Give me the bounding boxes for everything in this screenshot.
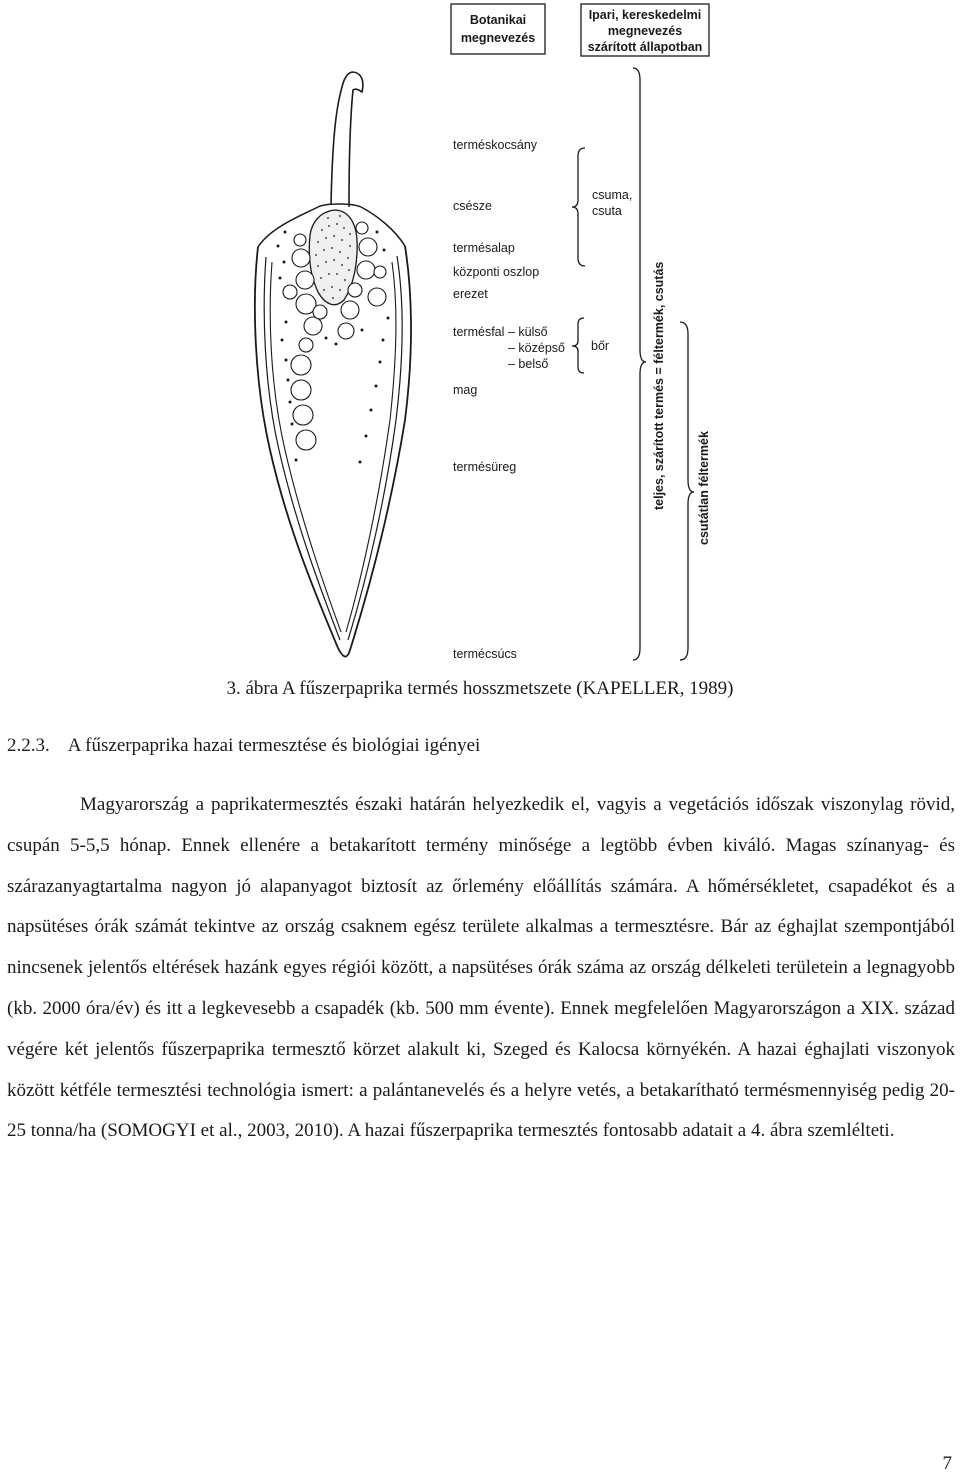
label-csuta: csuta <box>592 204 622 218</box>
label-csutatlan: csutátlan féltermék <box>697 431 711 545</box>
label-termesfal: termésfal <box>453 325 505 339</box>
body-paragraph: Magyarország a paprikatermesztés északi határán helyezkedik el, vagyis a vegetációs időszak viszonylag rövid, csupán 5-5,5 hónap. Ennek ellenére a betakarított termény minősége a legtöbb évben kiváló. Magas színanyag- és szárazanyagtartalma nagyon jó alapanyagot biztosít az őrlemény előállítás számára. A hőmérsékletet, csapadékot és a napsütéses órák számát tekintve az ország csaknem egész területe alkalmas a termesztésre. Bár az éghajlat szempontjából nincsenek jelentős eltérések hazánk egyes régiói között, a napsütéses órák száma az ország délkeleti területein a legnagyobb (kb. 2000 óra/év) és itt a legkevesebb a csapadék (kb. 500 mm évente). Ennek megfelelően Magyarországon a XIX. század végére két jelentős fűszerpaprika termesztő körzet alakult ki, Szeged és Kalocsa környékén. A hazai éghajlati viszonyok között kétféle termesztési technológia ismert: a palántanevelés és a helyre vetés, a betakarítható termésmennyiség pedig 20-25 tonna/ha (SOMOGYI et al., 2003, 2010). A hazai fűszerpaprika termesztés fontosabb adatait a 4. ábra szemlélteti. <box>7 794 955 1142</box>
brace-teljes <box>633 68 646 660</box>
brace-csuma <box>572 148 585 266</box>
page-number: 7 <box>942 1453 952 1474</box>
pepper-cross-section-figure <box>0 0 960 670</box>
brace-csutatlan <box>680 322 694 660</box>
label-csesze: csésze <box>453 199 492 213</box>
label-teljes-szaritott: teljes, szárított termés = féltermék, csutás <box>652 261 666 510</box>
section-number: 2.2.3. <box>7 735 50 756</box>
brace-bor <box>572 318 584 373</box>
label-erezet: erezet <box>453 287 488 301</box>
section-title: A fűszerpaprika hazai termesztése és biológiai igényei <box>67 735 481 756</box>
industrial-box-line-3: szárított állapotban <box>587 40 703 54</box>
section-heading <box>7 733 480 759</box>
botanical-labels <box>453 138 565 661</box>
botanical-box-line-2: megnevezés <box>460 31 536 45</box>
botanical-box-line-1: Botanikai <box>469 13 527 27</box>
label-termesalap: termésalap <box>453 241 515 255</box>
label-bor: bőr <box>591 339 610 353</box>
label-belso: – belső <box>508 357 549 371</box>
industrial-name-box <box>581 4 709 56</box>
industrial-box-line-1: Ipari, kereskedelmi <box>588 8 702 22</box>
botanical-name-box <box>451 4 545 54</box>
figure-caption: 3. ábra A fűszerpaprika termés hosszmetszete (KAPELLER, 1989) <box>226 678 734 699</box>
fruit-wall <box>255 246 411 657</box>
braces <box>572 68 694 660</box>
label-termeskocsany: terméskocsány <box>453 138 538 152</box>
fruit-stem <box>331 72 363 207</box>
label-termesureg: termésüreg <box>453 460 517 474</box>
label-termescsucs: termécsúcs <box>453 647 517 661</box>
label-kozepso: – középső <box>508 341 565 355</box>
label-kulso: – külső <box>508 325 548 339</box>
label-csuma: csuma, <box>592 188 633 202</box>
label-kozponti-oszlop: központi oszlop <box>453 265 540 279</box>
label-mag: mag <box>453 383 478 397</box>
industrial-box-line-2: megnevezés <box>607 24 683 38</box>
